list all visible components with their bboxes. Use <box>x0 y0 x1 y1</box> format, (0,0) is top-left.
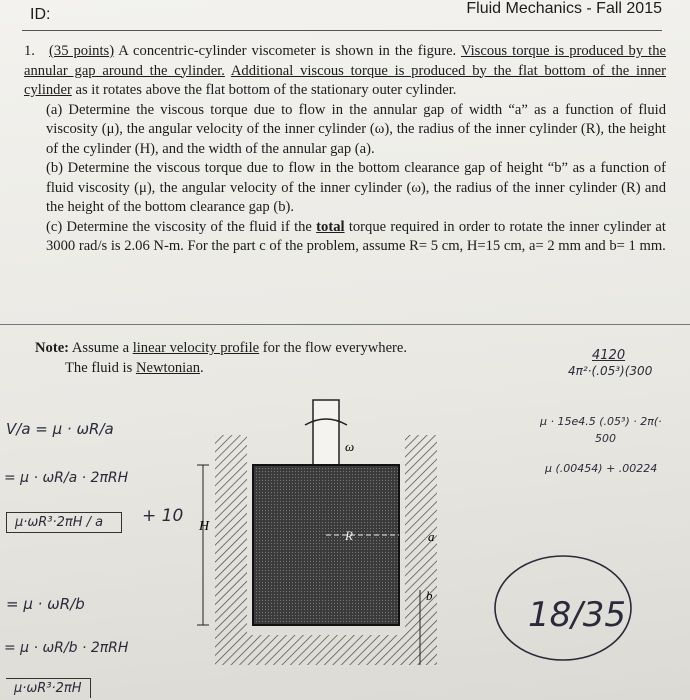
intro-b: Viscous torque is produced by the annular gap around the cylinder. <box>24 43 666 79</box>
intro-d: as it rotates above the flat bottom of the stationary outer cylinder. <box>75 82 457 98</box>
handwritten-eq-1: V/a = μ · ωR/a <box>6 420 114 438</box>
problem-statement <box>24 42 666 257</box>
note-linear-profile: linear velocity profile <box>132 340 260 356</box>
outer-wall-bottom <box>215 635 437 665</box>
label-r: R <box>345 528 353 543</box>
handwritten-eq-2: = μ · ωR/a · 2πRH <box>4 470 129 486</box>
note-line2-start: The fluid is <box>65 360 133 376</box>
note-label: Note: <box>35 340 70 356</box>
part-b: (b) Determine the viscous torque due to flow in the bottom clearance gap of height “b” as a function of fluid viscosity (μ), the angular velocity of the inner cylinder (ω), the radius of the inner cylinder (R) and the height of the bottom clearance gap (b). <box>46 160 666 215</box>
handwritten-eq-5: = μ · ωR/b <box>6 595 85 613</box>
label-omega: ω <box>345 439 355 454</box>
section-divider <box>0 324 690 325</box>
course-title: Fluid Mechanics - Fall 2015 <box>466 0 662 17</box>
header-rule <box>22 30 662 31</box>
handwritten-calc-500: 500 <box>595 432 616 445</box>
handwritten-eq-6: = μ · ωR/b · 2πRH <box>4 640 129 656</box>
viscometer-figure <box>195 395 445 680</box>
inner-cylinder <box>253 465 399 625</box>
note-line2-end: . <box>200 360 204 376</box>
note-text-1: Assume a <box>71 340 130 356</box>
note-block <box>35 338 407 378</box>
handwritten-denominator: 4π²·(.05³)(300 <box>568 364 653 378</box>
part-c-start: (c) Determine the viscosity of the fluid if the <box>46 218 312 235</box>
part-c-total: total <box>316 218 345 235</box>
handwritten-eq-7: μ·ωR³·2πH <box>6 678 91 698</box>
part-c-end: torque required in order to rotate the inner cylinder at 3000 rad/s is 2.06 N-m. For the part c of the problem, assume R= 5 cm, H=15 cm, a= 2 mm and b= 1 mm. <box>46 218 666 254</box>
note-newtonian: Newtonian <box>135 360 200 376</box>
score-circle <box>488 548 638 673</box>
id-label: ID: <box>30 6 51 23</box>
rotating-shaft <box>313 400 339 465</box>
handwritten-calc-2: μ (.00454) + .00224 <box>545 462 658 475</box>
handwritten-plus-10: + 10 <box>142 506 184 526</box>
label-h: H <box>199 519 210 534</box>
handwritten-4120: 4120 <box>592 348 626 363</box>
label-b: b <box>426 588 433 603</box>
score-text: 18/35 <box>528 595 626 635</box>
part-a: (a) Determine the viscous torque due to flow in the annular gap of width “a” as a function of fluid viscosity (μ), the angular velocity of the inner cylinder (ω), the radius of the inner cylinder (R), the height of the cylinder (H), and the width of the annular gap (a). <box>46 101 666 157</box>
note-text-2: for the flow everywhere. <box>262 340 408 356</box>
intro-a: A concentric-cylinder viscometer is shown in the figure. <box>118 43 457 59</box>
handwritten-calc-1: μ · 15e4.5 (.05³) · 2π(· <box>540 415 662 428</box>
outer-wall-left <box>215 435 247 635</box>
problem-points: (35 points) <box>49 43 115 59</box>
handwritten-eq-3: μ·ωR³·2πH / a <box>6 512 122 533</box>
label-a: a <box>428 529 435 544</box>
intro-c: Additional viscous torque is produced by the flat bottom of the inner cylinder <box>24 62 667 98</box>
problem-number: 1. <box>24 43 35 59</box>
